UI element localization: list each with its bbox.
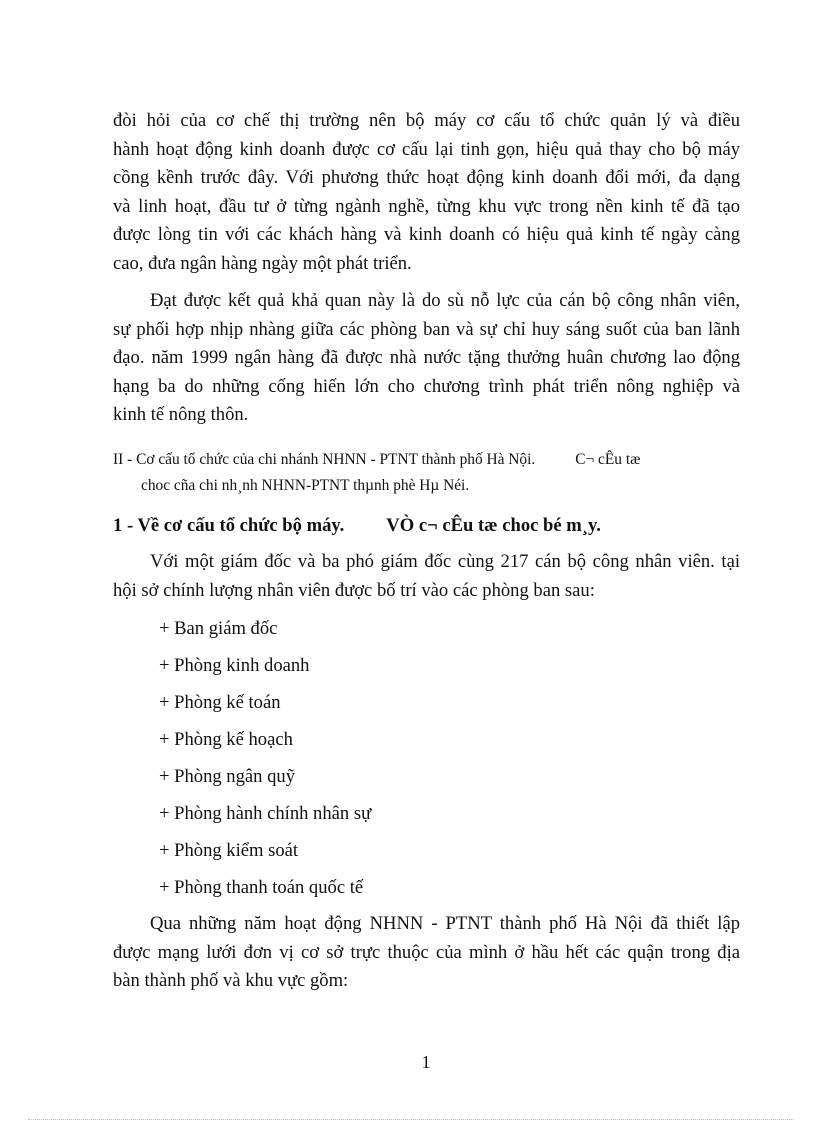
subsection-1-garbled-title: VÒ c¬ cÊu tæ choc bé m¸y. [386, 515, 601, 536]
paragraph-line: sự phối hợp nhịp nhàng giữa các phòng ban và sự chỉ huy sáng suốt của ban lãnh [113, 318, 740, 340]
paragraph-line: được mạng lưới đơn vị cơ sở trực thuộc của mình ở hầu hết các quận trong địa [113, 941, 740, 963]
list-item: + Phòng ngân quỹ [159, 766, 295, 787]
paragraph-line: đòi hỏi của cơ chế thị trường nên bộ máy cơ cấu tổ chức quản lý và điều [113, 110, 740, 131]
paragraph-network [113, 910, 740, 996]
section-2-title: II - Cơ cấu tổ chức của chi nhánh NHNN - PTNT thành phố Hà Nội. [113, 451, 536, 468]
subsection-1-title: 1 - Về cơ cấu tổ chức bộ máy. [113, 515, 345, 536]
paragraph-line: cao, đưa ngân hàng ngày một phát triển. [113, 252, 412, 274]
paragraph-line: cồng kềnh trước đây. Với phương thức hoạt động kinh doanh đổi mới, đa dạng [113, 167, 740, 189]
section-2-heading [113, 447, 773, 499]
paragraph-line: Qua những năm hoạt động NHNN - PTNT thành phố Hà Nội đã thiết lập [150, 913, 740, 934]
paragraph-line: Đạt được kết quả khả quan này là do sù nỗ lực của cán bộ công nhân viên, [150, 290, 740, 311]
list-item: + Phòng kiểm soát [159, 840, 299, 861]
section-2-garbled-title: C¬ cÊu tæ [575, 451, 641, 468]
paragraph-intro [113, 107, 740, 279]
list-item: + Ban giám đốc [159, 618, 278, 639]
subsection-1-heading [113, 515, 601, 537]
paragraph-line: hành hoạt động kinh doanh được cơ cấu lại tinh gọn, hiệu quả thay cho bộ máy [113, 138, 740, 160]
list-item: + Phòng thanh toán quốc tế [159, 877, 364, 898]
paragraph-line: Với một giám đốc và ba phó giám đốc cùng 217 cán bộ công nhân viên. tại [150, 551, 740, 572]
list-item: + Phòng kinh doanh [159, 655, 310, 676]
list-item: + Phòng kế hoạch [159, 729, 293, 750]
page-number: 1 [421, 1052, 431, 1072]
paragraph-line: và linh hoạt, đầu tư ở từng ngành nghề, từng khu vực trong nền kinh tế đã tạo [113, 195, 740, 217]
paragraph-achievements [113, 287, 740, 430]
list-item: + Phòng kế toán [159, 692, 281, 713]
department-list [159, 615, 371, 911]
paragraph-line: bàn thành phố và khu vực gồm: [113, 970, 349, 992]
page-bottom-divider [28, 1119, 794, 1120]
paragraph-line: kinh tế nông thôn. [113, 404, 249, 426]
paragraph-line: hạng ba do những cống hiến lớn cho chương trình phát triển nông nghiệp và [113, 375, 740, 397]
paragraph-line: đạo. năm 1999 ngân hàng đã được nhà nước tặng thưởng huân chương lao động [113, 347, 740, 369]
list-item: + Phòng hành chính nhân sự [159, 803, 372, 824]
paragraph-line: hội sở chính lượng nhân viên được bố trí vào các phòng ban sau: [113, 579, 595, 601]
section-2-garbled-continuation: choc cña chi nh¸nh NHNN-PTNT thµnh phè Hµ Néi. [141, 477, 470, 494]
paragraph-staffing [113, 548, 740, 605]
paragraph-line: được lòng tin với các khách hàng và kinh doanh có hiệu quả kinh tế ngày càng [113, 224, 740, 246]
